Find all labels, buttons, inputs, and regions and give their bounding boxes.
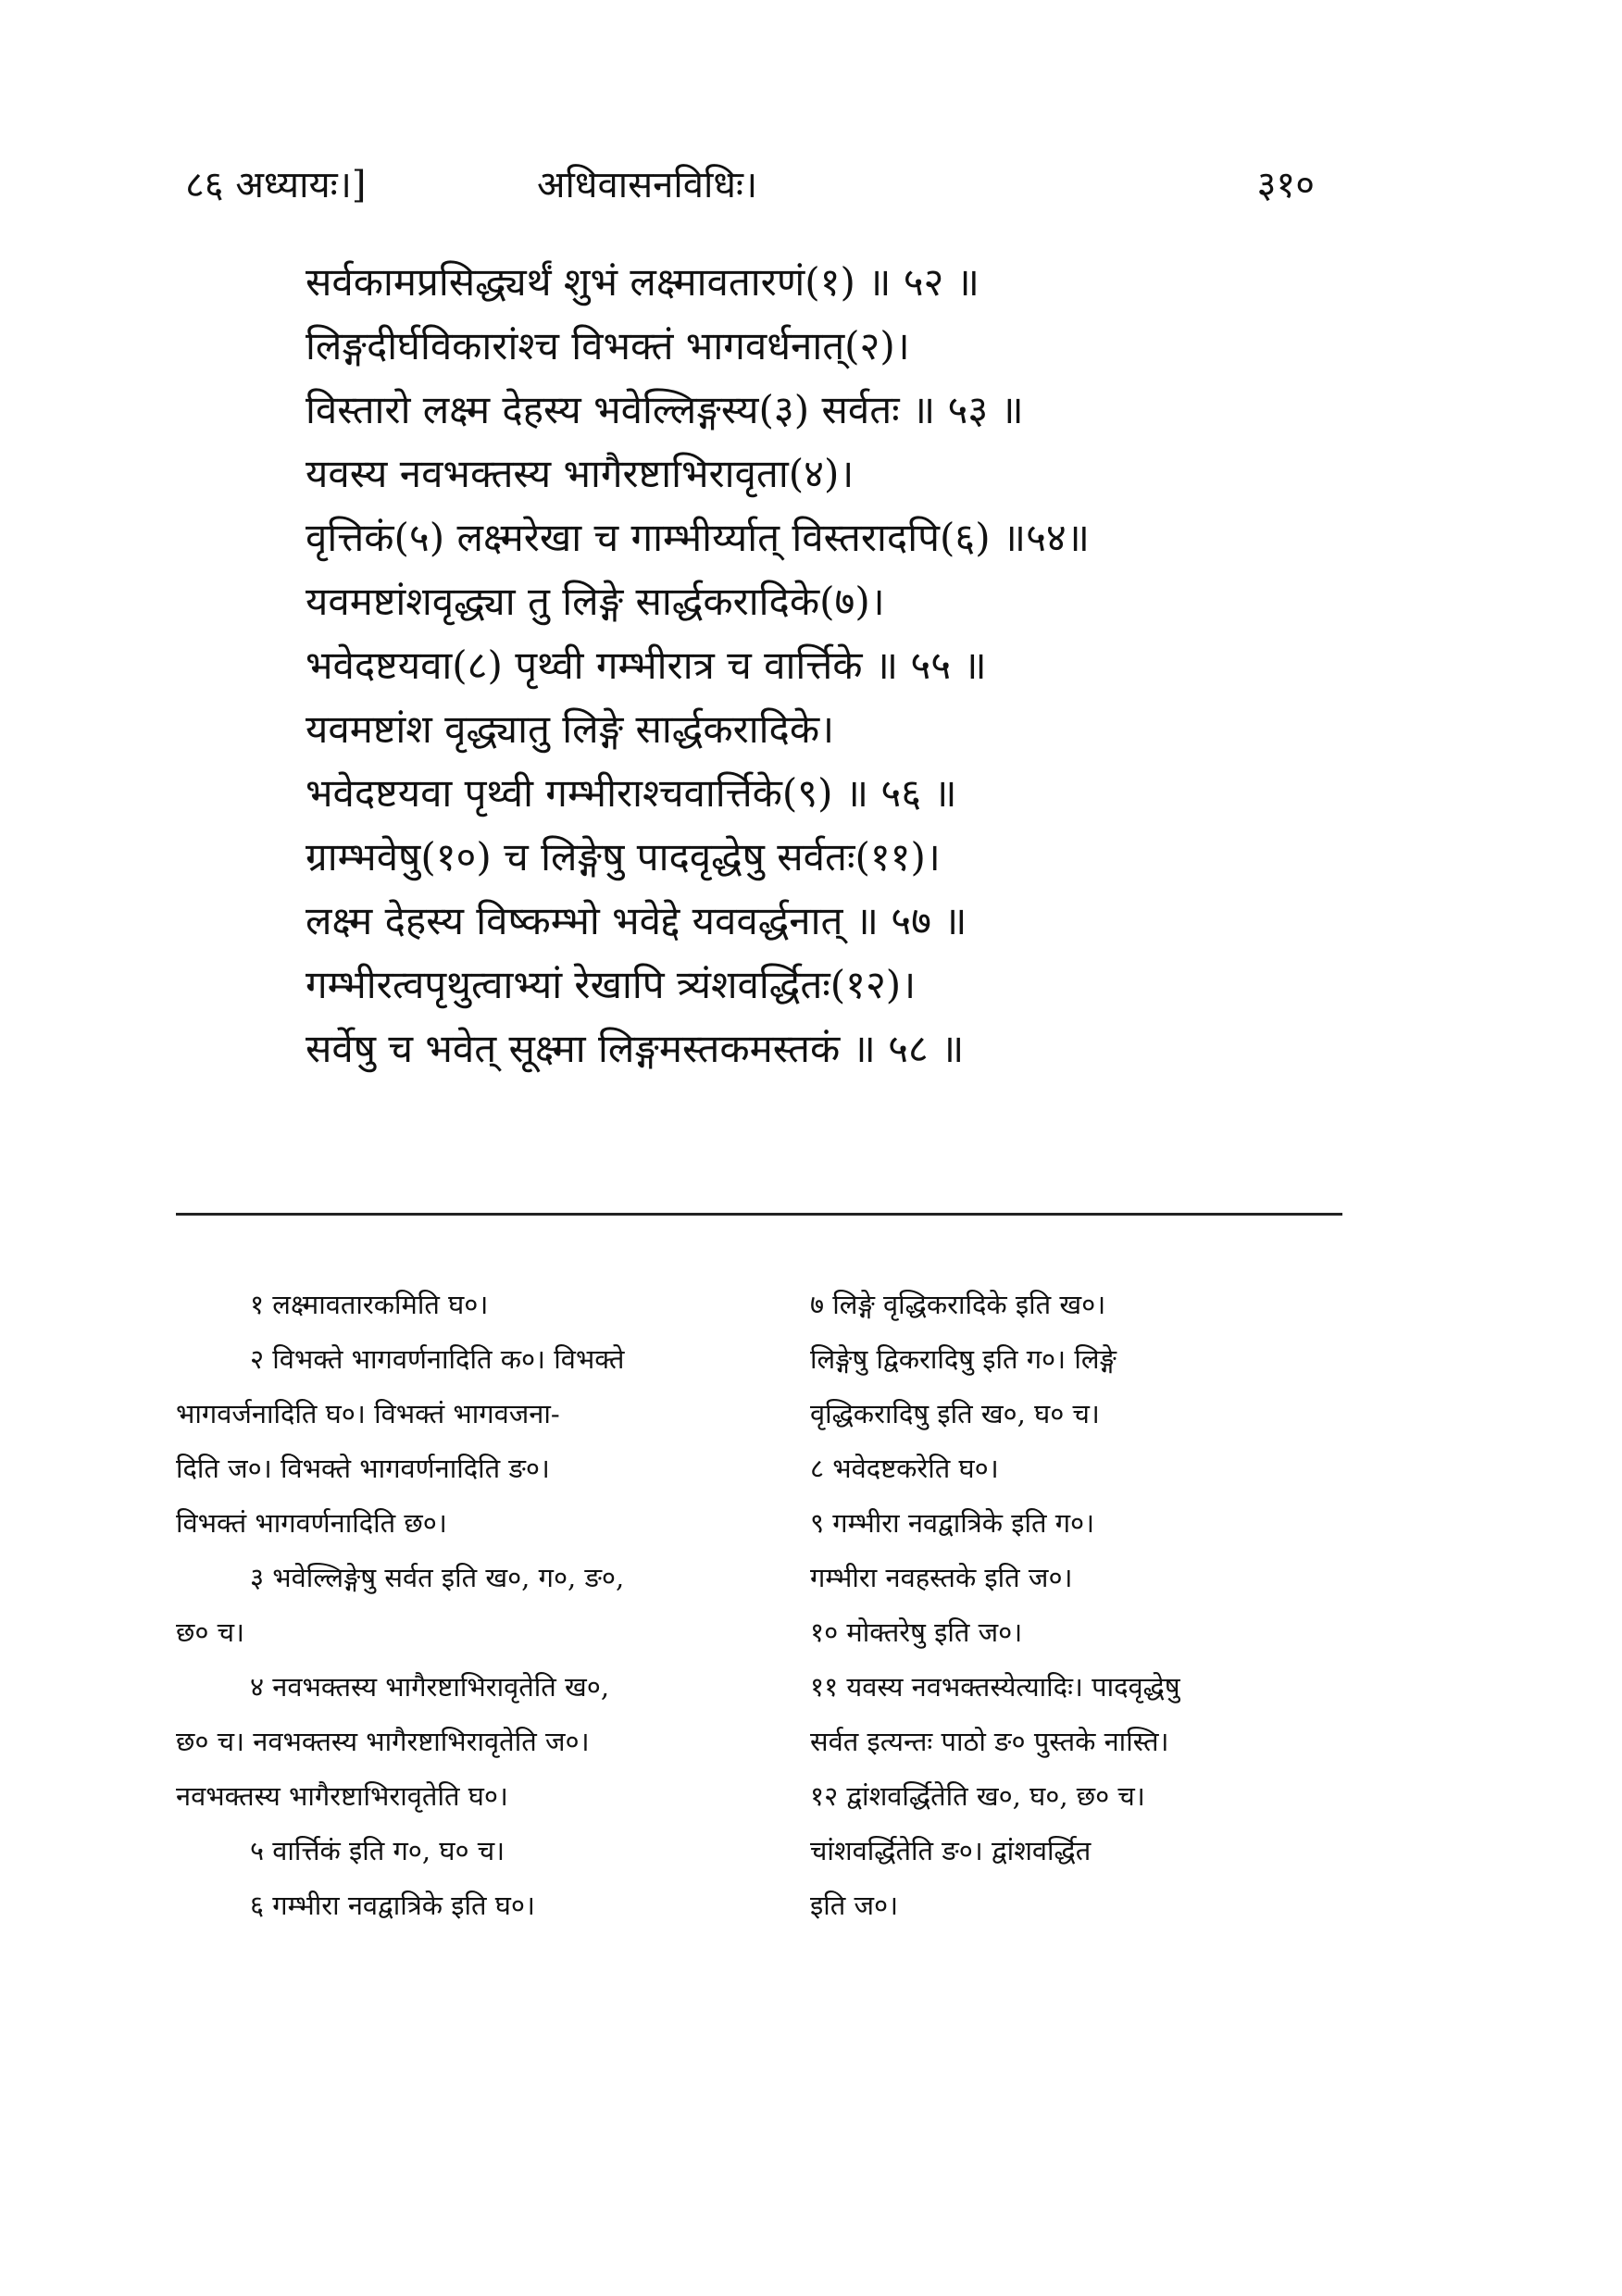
footnote-row [176, 1496, 1352, 1551]
verse-line: सर्वकामप्रसिद्ध्यर्थं शुभं लक्ष्मावतारणं(१) ॥ ५२ ॥ [306, 259, 979, 305]
verse-line: यवस्य नवभक्तस्य भागैरष्टाभिरावृता(४)। [306, 451, 855, 496]
footnote-right: वृद्धिकरादिषु इति ख०, घ० च। [810, 1398, 1100, 1429]
footnote-right: १२ द्वांशवर्द्धितेति ख०, घ०, छ० च। [810, 1780, 1145, 1812]
verse-line: गम्भीरत्वपृथुत्वाभ्यां रेखापि त्र्यंशवर्द्धितः(१२)। [306, 962, 917, 1007]
footnote-left: विभक्तं भागवर्णनादिति छ०। [176, 1507, 447, 1539]
footnote-right: ८ भवेदष्टकरेति घ०। [810, 1453, 999, 1484]
page-number: ३१० [1256, 164, 1315, 206]
footnote-left: भागवर्जनादिति घ०। विभक्तं भागवजना- [176, 1398, 560, 1429]
footnote-row [176, 1441, 1352, 1496]
footnote-right: गम्भीरा नवहस्तके इति ज०। [810, 1562, 1073, 1593]
footnote-row [176, 1605, 1352, 1660]
footnote-left: छ० च। नवभक्तस्य भागैरष्टाभिरावृतेति ज०। [176, 1726, 590, 1757]
footnote-left: छ० च। [176, 1616, 245, 1648]
footnote-left: दिति ज०। विभक्ते भागवर्णनादिति ङ०। [176, 1453, 550, 1484]
footnote-row [176, 1878, 1352, 1933]
footnote-row [176, 1551, 1352, 1605]
verse-block [306, 250, 1416, 1080]
verse-line: वृत्तिकं(५) लक्ष्मरेखा च गाम्भीर्य्यात् विस्तरादपि(६) ॥५४॥ [306, 515, 1090, 560]
footnotes-block [176, 1278, 1352, 1933]
footnote-row [176, 1715, 1352, 1769]
verse-line: यवमष्टांश वृद्ध्यातु लिङ्गे सार्द्धकरादिके। [306, 706, 835, 752]
footnote-row [176, 1387, 1352, 1441]
footnote-divider [176, 1213, 1342, 1216]
footnote-right: सर्वत इत्यन्तः पाठो ङ० पुस्तके नास्ति। [810, 1726, 1169, 1757]
footnote-right: ७ लिङ्गे वृद्धिकरादिके इति ख०। [810, 1289, 1106, 1320]
footnote-row [176, 1278, 1352, 1332]
chapter-label: ८६ अध्यायः।] [185, 164, 367, 206]
footnote-left: नवभक्तस्य भागैरष्टाभिरावृतेति घ०। [176, 1780, 508, 1812]
verse-line: लिङ्गदीर्घविकारांश्च विभक्तं भागवर्धनात्(२)। [306, 323, 910, 368]
footnote-left: ४ नवभक्तस्य भागैरष्टाभिरावृतेति ख०, [250, 1671, 610, 1703]
verse-line: लक्ष्म देहस्य विष्कम्भो भवेद्दे यववर्द्धनात् ॥ ५७ ॥ [306, 898, 967, 943]
verse-line: भवेदष्टयवा(८) पृथ्वी गम्भीरात्र च वार्त्तिके ॥ ५५ ॥ [306, 643, 987, 688]
running-header [185, 157, 1352, 213]
verse-line: भवेदष्टयवा पृथ्वी गम्भीराश्चवार्त्तिके(९) ॥ ५६ ॥ [306, 770, 957, 816]
footnote-left: १ लक्ष्मावतारकमिति घ०। [250, 1289, 489, 1320]
footnote-left: २ विभक्ते भागवर्णनादिति क०। विभक्ते [250, 1343, 625, 1375]
footnote-row [176, 1332, 1352, 1387]
footnote-right: ११ यवस्य नवभक्तस्येत्यादिः। पादवृद्धेषु [810, 1671, 1180, 1703]
verse-line: सर्वेषु च भवेत् सूक्ष्मा लिङ्गमस्तकमस्तकं ॥ ५८ ॥ [306, 1026, 965, 1071]
verse-line: ग्राम्भवेषु(१०) च लिङ्गेषु पादवृद्धेषु सर्वतः(११)। [306, 834, 941, 880]
footnote-left: ६ गम्भीरा नवद्वात्रिके इति घ०। [250, 1890, 535, 1921]
section-title: अधिवासनविधिः। [537, 164, 758, 206]
footnote-left: ३ भवेल्लिङ्गेषु सर्वत इति ख०, ग०, ङ०, [250, 1562, 625, 1593]
footnote-right: चांशवर्द्धितेति ङ०। द्वांशवर्द्धित [810, 1835, 1092, 1866]
footnote-row [176, 1660, 1352, 1715]
footnote-row [176, 1769, 1352, 1824]
footnote-right: १० मोक्तरेषु इति ज०। [810, 1616, 1023, 1648]
footnote-left: ५ वार्त्तिकं इति ग०, घ० च। [250, 1835, 505, 1866]
footnote-right: लिङ्गेषु द्विकरादिषु इति ग०। लिङ्गे [810, 1343, 1117, 1375]
footnote-right: ९ गम्भीरा नवद्वात्रिके इति ग०। [810, 1507, 1095, 1539]
verse-line: यवमष्टांशवृद्ध्या तु लिङ्गे सार्द्धकरादिके(७)। [306, 579, 885, 624]
footnote-row [176, 1824, 1352, 1878]
verse-line: विस्तारो लक्ष्म देहस्य भवेल्लिङ्गस्य(३) सर्वतः ॥ ५३ ॥ [306, 387, 1024, 432]
footnote-right: इति ज०। [810, 1890, 899, 1921]
